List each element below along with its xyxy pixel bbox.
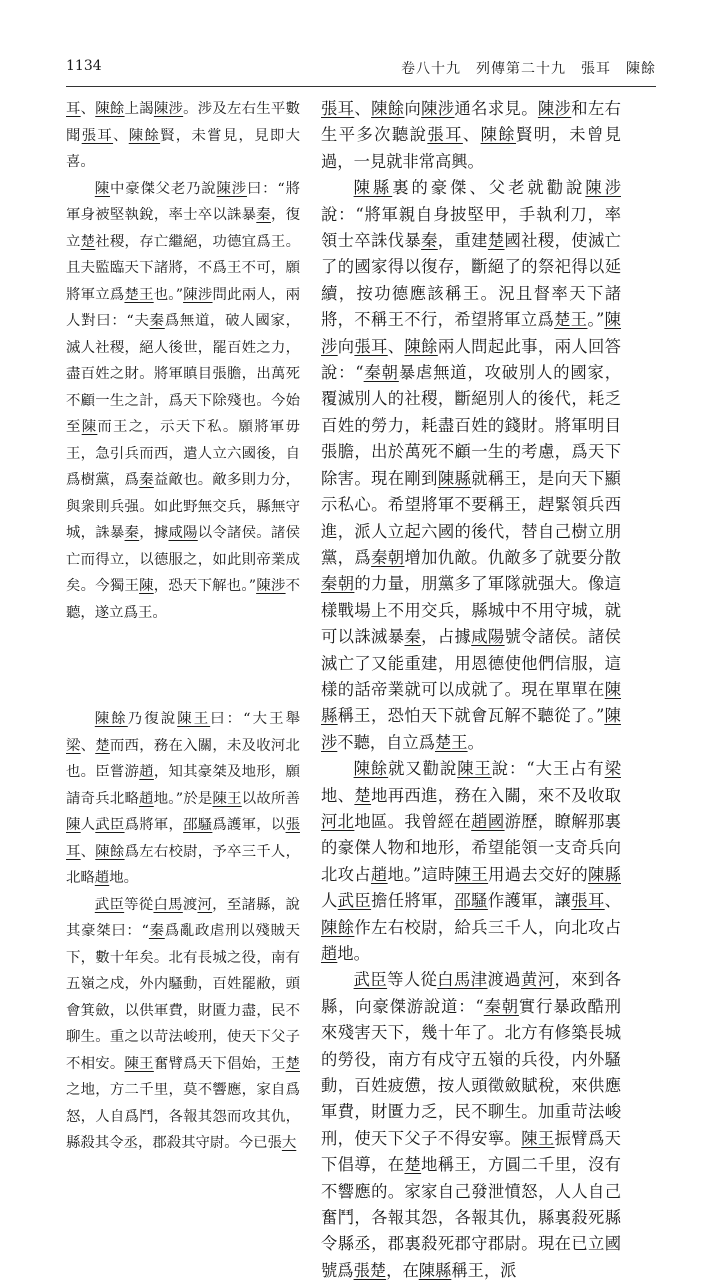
proper-name: 陳王 — [124, 1055, 154, 1072]
proper-name: 陳餘 — [371, 99, 405, 118]
proper-name: 陳涉 — [183, 286, 213, 303]
proper-name: 河北 — [321, 811, 355, 831]
text-run: 、 — [387, 336, 405, 356]
proper-name: 武臣 — [353, 970, 388, 990]
proper-name: 趙 — [321, 944, 338, 963]
text-run: 人 — [321, 891, 338, 911]
text-run: 稱王，恐怕天下就會瓦解不聽從了。” — [337, 706, 605, 726]
proper-name: 邵騷 — [454, 891, 488, 911]
text-run: ，重建 — [437, 231, 488, 251]
proper-name: 陳王 — [454, 864, 489, 884]
proper-name: 楚王 — [554, 310, 588, 330]
text-run: 地稱王，方圓二千里，沒有不響應的。家家自己發泄憤怒，人人自己奮鬥，各報其怨，各報其仇，縣裏殺死縣令縣丞，郡裏殺死郡守郡尉。現在已立國號爲 — [321, 1155, 621, 1280]
proper-name: 趙 — [139, 764, 154, 780]
proper-name: 陳王 — [457, 759, 492, 779]
proper-name: 秦 — [256, 207, 271, 223]
text-run: 擔任將軍， — [371, 891, 455, 911]
proper-name: 陳王 — [212, 790, 242, 807]
text-run: 就稱王，是向天下顯示私心。希望將軍不要稱王，趕緊領兵西進，派人立起六國的後代，替自己樹立朋黨，爲 — [321, 468, 621, 567]
proper-name: 咸陽 — [471, 627, 505, 647]
text-run: 用過去交好的 — [488, 864, 589, 884]
proper-name: 陳涉 — [585, 178, 621, 198]
proper-name: 陳餘 — [95, 843, 125, 860]
text-run: 地、 — [321, 785, 355, 805]
text-run: 向 — [404, 99, 422, 118]
text-run: 兩人問起此事，兩人回答說：“ — [321, 336, 621, 383]
proper-name: 楚 — [404, 1155, 422, 1175]
proper-name: 楚 — [354, 785, 372, 805]
paragraph — [66, 706, 300, 892]
text-run: 稱王，派 — [451, 1260, 517, 1280]
text-run: 的力量，朋黨多了軍隊就强大。像這樣戰場上不用交兵，縣城中不用守城，就可以誅滅暴 — [321, 574, 621, 647]
text-run: ，來到各縣，向豪傑游說道：“ — [321, 970, 621, 1016]
proper-name: 耳 — [66, 101, 81, 117]
proper-name: 陳 — [94, 180, 111, 197]
proper-name: 秦 — [139, 472, 154, 488]
text-run: 游歷，瞭解那裏的豪傑人物和地形，希望能領一支奇兵向北攻占 — [321, 811, 621, 884]
text-run: ，恐天下解也。” — [153, 578, 257, 594]
proper-name: 秦 — [149, 313, 165, 329]
text-run: 上謁 — [124, 101, 154, 117]
text-run: 說：“大王占有 — [491, 759, 605, 779]
text-run: 和左右生平多次聽說 — [321, 99, 621, 145]
proper-name: 大 — [281, 1135, 297, 1151]
proper-name: 陳涉 — [321, 310, 621, 356]
proper-name: 陳縣 — [321, 679, 621, 726]
text-run: 就又勸說 — [388, 759, 458, 779]
proper-name: 陳涉 — [256, 578, 286, 594]
proper-name: 張耳 — [354, 336, 388, 356]
proper-name: 陳餘 — [321, 917, 355, 937]
text-run: 賢，未嘗見，見即大喜。 — [66, 127, 300, 170]
text-run: 爲將軍， — [124, 817, 184, 833]
proper-name: 秦朝 — [363, 363, 399, 383]
text-run: 地再西進，務在入關，來不及收取 — [371, 785, 621, 805]
text-run: ，知其豪桀及地形，願請奇兵北略 — [66, 764, 300, 807]
proper-name: 白馬 — [153, 896, 183, 913]
proper-name: 楚 — [285, 1055, 300, 1072]
text-run: 人 — [80, 817, 96, 833]
paragraph — [321, 96, 621, 175]
text-run: 暴虐無道，攻破別人的國家，覆滅別人的社稷，斷絕別人的後代，耗乏百姓的勞力，耗盡百姓的錢財。將軍明目張膽，出於萬死不顧一生的考慮，爲天下除害。現在剛到 — [321, 363, 621, 488]
proper-name: 楚 — [487, 231, 505, 251]
text-run: 賢明，未曾見過，一見就非常高興。 — [321, 125, 621, 171]
paragraph — [66, 176, 300, 627]
proper-name: 陳涉 — [153, 101, 184, 117]
proper-name: 張耳 — [321, 99, 355, 118]
proper-name: 河 — [197, 896, 213, 913]
proper-name: 陳餘 — [95, 101, 125, 117]
text-run: 地區。我曾經在 — [354, 811, 472, 831]
proper-name: 黄河 — [521, 970, 555, 990]
text-run: 爲亂政虐刑以殘賊天下，數十年矣。北有長城之役，南有五嶺之戍，外内騷動，百姓罷敝，頭會箕斂，以供軍費，財匱力盡，民不聊生。重之以苛法峻刑，使天下父子不相安。 — [66, 923, 300, 1072]
text-run: 爲左右校尉，予卒三千人，北略 — [66, 843, 300, 886]
text-run: 問此兩人，兩人對曰：“夫 — [66, 286, 300, 329]
proper-name: 秦朝 — [371, 547, 405, 567]
text-run: ，在 — [386, 1260, 419, 1280]
text-run: 說：“將軍親自身披堅甲，手執利刀，率領士卒誅伐暴 — [321, 204, 621, 251]
text-run: 曰：“大王舉 — [210, 711, 300, 727]
proper-name: 張耳 — [81, 127, 114, 144]
proper-name: 秦 — [148, 923, 165, 939]
text-run: 振臂爲天下倡導，在 — [321, 1128, 621, 1175]
proper-name: 陳涉 — [537, 99, 572, 118]
proper-name: 張耳 — [571, 891, 605, 911]
proper-name: 張楚 — [353, 1260, 387, 1280]
paragraph — [321, 967, 621, 1284]
text-run: 。 — [467, 732, 484, 752]
proper-name: 陳縣 — [418, 1260, 452, 1280]
text-run: 爲護軍，以 — [212, 817, 286, 833]
proper-name: 陳餘 — [480, 125, 517, 145]
proper-name: 趙 — [139, 790, 154, 807]
proper-name: 趙 — [94, 870, 110, 886]
text-run: 曰：“將軍身被堅執銳，率士卒以誅暴 — [66, 180, 300, 223]
proper-name: 秦 — [421, 231, 438, 251]
text-run: 而王之，示天下私。願將軍毋王，急引兵而西，遣人立六國後，自爲樹黨，爲 — [66, 419, 300, 488]
text-run: 之地，方二千里，莫不響應，家自爲怒，人自爲鬥，各報其怨而攻其仇，縣殺其令丞，郡殺其守尉。今已張 — [66, 1082, 300, 1151]
proper-name: 陳王 — [177, 711, 211, 727]
text-run: 、 — [462, 125, 481, 145]
proper-name: 武臣 — [95, 817, 125, 833]
text-run: 不聽，自立爲 — [337, 732, 435, 752]
proper-name: 陳縣 — [437, 468, 472, 488]
proper-name: 楚 — [95, 737, 110, 754]
text-run: 地。”這時 — [387, 864, 455, 884]
proper-name: 陳縣 — [588, 864, 621, 884]
text-run: 中豪傑父老乃說 — [110, 180, 217, 197]
text-run: 作左右校尉，給兵三千人，向北攻占 — [354, 917, 621, 937]
text-run: 、 — [80, 101, 96, 117]
proper-name: 陳 — [81, 419, 98, 435]
text-run: 地。 — [337, 944, 370, 963]
proper-name: 梁 — [604, 759, 621, 779]
text-run: 向 — [337, 336, 355, 356]
text-run: 奮臂爲天下倡始，王 — [153, 1055, 286, 1072]
paragraph — [321, 756, 621, 967]
text-run: 以故所善 — [241, 790, 300, 807]
proper-name: 邵騷 — [183, 817, 213, 833]
text-run: 裏的豪傑、父老就勸說 — [392, 178, 586, 198]
proper-name: 楚王 — [435, 732, 468, 752]
text-run: 益敵也。敵多則力分，與衆則兵强。如此野無交兵，縣無守城，誅暴 — [66, 472, 300, 541]
text-run: 地。 — [109, 870, 138, 886]
text-run: 不聽，遂立爲王。 — [66, 578, 300, 621]
text-run: 、 — [80, 737, 96, 754]
text-run: 國社稷，使滅亡了的國家得以復存，斷絕了的祭祀得以延續，按功德應該稱王。況且督率天下諸將，不稱王不行，希望將軍立爲 — [321, 231, 621, 330]
paragraph-gap — [66, 626, 300, 706]
text-run: 而西，務在入關，未及收河北也。臣嘗游 — [66, 737, 300, 780]
proper-name: 秦朝 — [483, 996, 519, 1016]
proper-name: 秦朝 — [321, 574, 355, 594]
proper-name: 秦 — [404, 627, 422, 647]
proper-name: 趙 — [370, 864, 388, 884]
proper-name: 張耳 — [427, 125, 463, 145]
text-run: ，據 — [139, 525, 169, 541]
text-run: 通名求見。 — [454, 99, 538, 118]
proper-name: 楚王 — [124, 286, 154, 303]
text-run: ，復立 — [66, 207, 300, 250]
text-run: 渡 — [182, 896, 198, 913]
proper-name: 白馬津 — [437, 970, 488, 990]
text-run: 爲無道，破人國家，滅人社稷，絕人後世，罷百姓之力，盡百姓之財。將軍瞋目張膽，出萬死不顧一生之計，爲天下除殘也。今始至 — [66, 313, 300, 435]
text-run: 、 — [354, 99, 372, 118]
proper-name: 陳縣 — [353, 178, 393, 198]
paragraph — [66, 96, 300, 176]
text-run: 號令諸侯。諸侯滅亡了又能重建，用恩德使他們信服，這樣的話帝業就可以成就了。現在單單在 — [321, 627, 621, 699]
text-run: 實行暴政酷刑來殘害天下，幾十年了。北方有修築長城的勞役，南方有戍守五嶺的兵役，内外騷動，百姓疲憊，按人頭徵斂賦稅，來供應軍費，財匱力乏，民不聊生。加重苛法峻刑，使天下父子不得安寧。 — [321, 996, 621, 1148]
translation-column — [321, 96, 621, 1284]
text-run: 增加仇敵。仇敵多了就要分散 — [404, 547, 621, 567]
proper-name: 張耳 — [66, 817, 300, 860]
proper-name: 武臣 — [94, 896, 125, 913]
proper-name: 咸陽 — [168, 525, 198, 541]
text-run: 以令諸侯。諸侯亡而得立，以德服之，如此則帝業成矣。今獨王 — [66, 525, 300, 594]
running-head: 卷八十九 列傳第二十九 張耳 陳餘 — [401, 61, 656, 77]
text-run: ，至諸縣，說其豪桀曰：“ — [66, 896, 300, 939]
text-run: 、 — [113, 127, 129, 144]
text-run: 社稷，存亡繼絕，功德宜爲王。且夫監臨天下諸將，不爲王不可，願將軍立爲 — [66, 233, 300, 303]
text-run: ，占據 — [421, 627, 472, 647]
proper-name: 陳涉 — [216, 180, 247, 197]
proper-name: 陳餘 — [128, 127, 161, 144]
proper-name: 陳餘 — [353, 759, 389, 779]
proper-name: 陳涉 — [321, 706, 621, 752]
paragraph — [321, 175, 621, 756]
proper-name: 趙國 — [471, 811, 505, 831]
text-run: 也。” — [153, 286, 184, 303]
text-run: 等從 — [124, 896, 154, 913]
proper-name: 武臣 — [337, 891, 372, 911]
text-run: 、 — [80, 843, 96, 860]
page-number: 1134 — [66, 58, 102, 74]
proper-name: 陳 — [66, 817, 81, 833]
proper-name: 秦 — [124, 525, 140, 541]
text-run: 等人從 — [387, 970, 438, 990]
proper-name: 陳餘 — [94, 711, 128, 727]
text-run: 。” — [587, 310, 605, 330]
text-run: 乃復說 — [127, 711, 178, 727]
text-run: 。涉及左右生平數聞 — [66, 101, 300, 144]
proper-name: 陳 — [139, 578, 154, 594]
header-rule — [66, 86, 656, 87]
proper-name: 陳涉 — [421, 99, 455, 118]
proper-name: 梁 — [66, 737, 81, 754]
page-header — [66, 58, 656, 82]
text-run: 渡過 — [487, 970, 521, 990]
classical-text-column — [66, 96, 300, 1157]
proper-name: 陳餘 — [404, 336, 438, 356]
text-run: 作護軍，讓 — [487, 891, 572, 911]
proper-name: 陳王 — [521, 1128, 555, 1148]
paragraph — [66, 892, 300, 1157]
text-run: 地。”於是 — [153, 790, 213, 807]
text-run: 、 — [604, 891, 621, 911]
proper-name: 楚 — [80, 233, 96, 250]
